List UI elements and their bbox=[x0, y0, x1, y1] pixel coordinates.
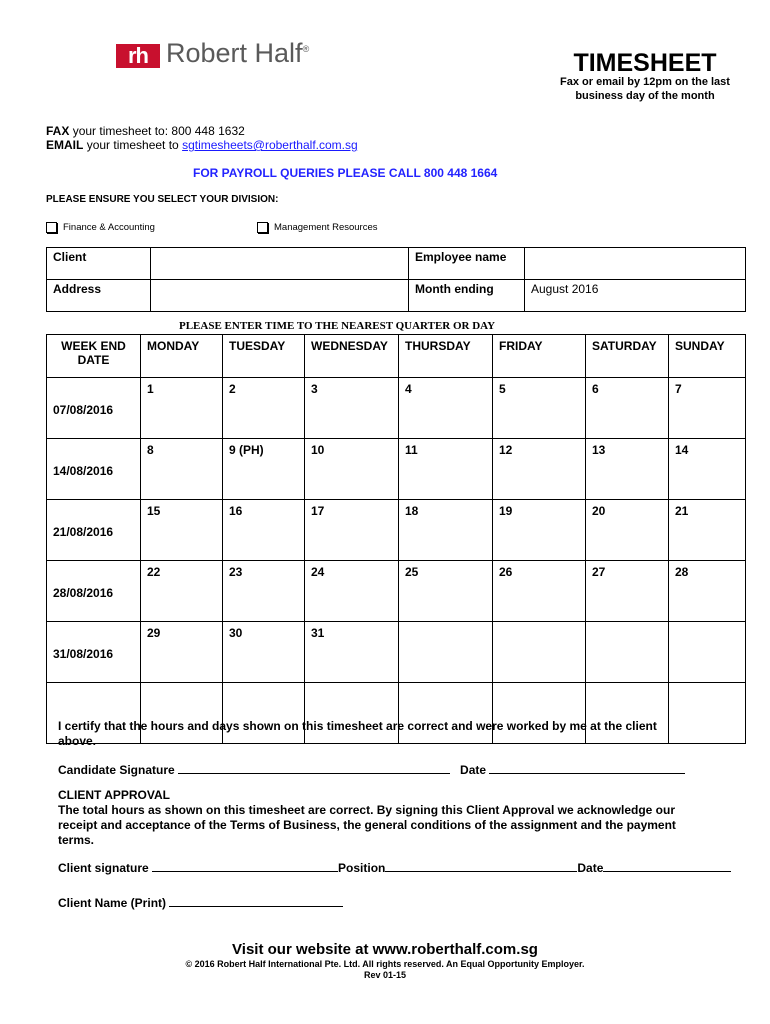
employee-name-field[interactable] bbox=[525, 248, 746, 280]
day-cell[interactable]: 20 bbox=[586, 500, 669, 561]
day-cell[interactable]: 31 bbox=[305, 622, 399, 683]
client-approval-heading: CLIENT APPROVAL bbox=[58, 788, 171, 802]
header-thursday: THURSDAY bbox=[399, 335, 493, 378]
day-cell[interactable]: 27 bbox=[586, 561, 669, 622]
client-field[interactable] bbox=[151, 248, 409, 280]
day-cell[interactable]: 19 bbox=[493, 500, 586, 561]
website-link[interactable]: Visit our website at www.roberthalf.com.sg bbox=[232, 941, 538, 958]
checkbox-icon[interactable] bbox=[46, 222, 57, 233]
day-cell[interactable]: 10 bbox=[305, 439, 399, 500]
division-option-management[interactable] bbox=[257, 222, 378, 233]
fax-line bbox=[46, 124, 358, 138]
day-cell[interactable]: 24 bbox=[305, 561, 399, 622]
email-label: EMAIL bbox=[46, 138, 84, 152]
table-row bbox=[47, 439, 746, 500]
client-signature-line bbox=[58, 859, 731, 875]
week-end-date: 14/08/2016 bbox=[47, 439, 141, 500]
day-cell[interactable]: 13 bbox=[586, 439, 669, 500]
division-option-label: Management Resources bbox=[274, 222, 378, 233]
address-field[interactable] bbox=[151, 280, 409, 312]
day-cell[interactable]: 12 bbox=[493, 439, 586, 500]
week-end-date: 21/08/2016 bbox=[47, 500, 141, 561]
robert-half-logo-text bbox=[166, 38, 309, 69]
fax-label: FAX bbox=[46, 124, 70, 138]
week-end-date: 07/08/2016 bbox=[47, 378, 141, 439]
header-week-end-date: WEEK END DATE bbox=[47, 335, 141, 378]
client-name-field[interactable] bbox=[169, 894, 343, 907]
day-cell[interactable]: 21 bbox=[669, 500, 746, 561]
email-text: your timesheet to bbox=[86, 138, 179, 152]
day-cell[interactable]: 8 bbox=[141, 439, 223, 500]
table-row bbox=[47, 500, 746, 561]
day-cell[interactable]: 23 bbox=[223, 561, 305, 622]
day-cell[interactable]: 5 bbox=[493, 378, 586, 439]
day-cell[interactable] bbox=[669, 622, 746, 683]
payroll-queries-note: FOR PAYROLL QUERIES PLEASE CALL 800 448 1664 bbox=[193, 166, 498, 180]
fax-text: your timesheet to: 800 448 1632 bbox=[72, 124, 245, 138]
header-sunday: SUNDAY bbox=[669, 335, 746, 378]
candidate-signature-line bbox=[58, 761, 685, 777]
email-link[interactable]: sgtimesheets@roberthalf.com.sg bbox=[182, 138, 358, 152]
day-cell[interactable] bbox=[586, 622, 669, 683]
header-friday: FRIDAY bbox=[493, 335, 586, 378]
trademark-symbol: ® bbox=[302, 44, 310, 54]
candidate-date-label: Date bbox=[460, 763, 487, 777]
day-cell[interactable]: 30 bbox=[223, 622, 305, 683]
grid-header-row bbox=[47, 335, 746, 378]
day-cell[interactable]: 17 bbox=[305, 500, 399, 561]
day-cell[interactable]: 14 bbox=[669, 439, 746, 500]
candidate-signature-field[interactable] bbox=[178, 761, 450, 774]
copyright-text: © 2016 Robert Half International Pte. Ltd. All rights reserved. An Equal Opportunity Employer. bbox=[185, 959, 585, 969]
robert-half-logo-mark: rh bbox=[116, 44, 160, 68]
client-approval-block bbox=[58, 788, 698, 848]
day-cell[interactable] bbox=[399, 622, 493, 683]
client-date-field[interactable] bbox=[603, 859, 731, 872]
day-cell[interactable]: 25 bbox=[399, 561, 493, 622]
client-approval-text: The total hours as shown on this timesheet are correct. By signing this Client Approval we acknowledge our receipt and acceptance of the Terms of Business, the general conditions of the assignment and the payment terms. bbox=[58, 803, 676, 847]
day-cell[interactable]: 26 bbox=[493, 561, 586, 622]
employee-name-label: Employee name bbox=[409, 248, 525, 280]
address-label: Address bbox=[47, 280, 151, 312]
timesheet-grid bbox=[46, 334, 746, 744]
table-row bbox=[47, 378, 746, 439]
month-ending-field[interactable]: August 2016 bbox=[525, 280, 746, 312]
day-cell[interactable]: 4 bbox=[399, 378, 493, 439]
header-tuesday: TUESDAY bbox=[223, 335, 305, 378]
division-option-finance[interactable] bbox=[46, 222, 155, 233]
day-cell[interactable]: 15 bbox=[141, 500, 223, 561]
division-prompt: PLEASE ENSURE YOU SELECT YOUR DIVISION: bbox=[46, 194, 279, 205]
header-monday: MONDAY bbox=[141, 335, 223, 378]
header-saturday: SATURDAY bbox=[586, 335, 669, 378]
checkbox-icon[interactable] bbox=[257, 222, 268, 233]
day-cell[interactable]: 3 bbox=[305, 378, 399, 439]
day-cell[interactable]: 18 bbox=[399, 500, 493, 561]
revision-text: Rev 01-15 bbox=[363, 970, 407, 980]
day-cell[interactable]: 11 bbox=[399, 439, 493, 500]
client-date-label: Date bbox=[577, 861, 604, 875]
client-signature-field[interactable] bbox=[152, 859, 338, 872]
client-info-table bbox=[46, 247, 746, 312]
page-title: TIMESHEET bbox=[573, 49, 717, 77]
division-option-label: Finance & Accounting bbox=[63, 222, 155, 233]
day-cell[interactable]: 1 bbox=[141, 378, 223, 439]
day-cell[interactable]: 22 bbox=[141, 561, 223, 622]
position-label: Position bbox=[338, 861, 386, 875]
email-line bbox=[46, 138, 358, 152]
client-name-label: Client Name (Print) bbox=[58, 896, 167, 910]
candidate-date-field[interactable] bbox=[489, 761, 685, 774]
certification-text: I certify that the hours and days shown on this timesheet are correct and were worked by me at the client above. bbox=[58, 719, 657, 748]
time-instruction: PLEASE ENTER TIME TO THE NEAREST QUARTER OR DAY bbox=[179, 320, 496, 332]
client-label: Client bbox=[47, 248, 151, 280]
day-cell[interactable]: 2 bbox=[223, 378, 305, 439]
client-signature-label: Client signature bbox=[58, 861, 149, 875]
day-cell[interactable]: 28 bbox=[669, 561, 746, 622]
client-name-line bbox=[58, 894, 343, 910]
week-end-date: 31/08/2016 bbox=[47, 622, 141, 683]
deadline-note: Fax or email by 12pm on the last business day of the month bbox=[560, 76, 730, 102]
day-cell[interactable]: 16 bbox=[223, 500, 305, 561]
contact-block bbox=[46, 124, 358, 152]
month-ending-label: Month ending bbox=[409, 280, 525, 312]
table-row bbox=[47, 622, 746, 683]
day-cell[interactable]: 6 bbox=[586, 378, 669, 439]
day-cell[interactable]: 7 bbox=[669, 378, 746, 439]
table-row bbox=[47, 561, 746, 622]
day-cell[interactable] bbox=[493, 622, 586, 683]
week-end-date: 28/08/2016 bbox=[47, 561, 141, 622]
candidate-signature-label: Candidate Signature bbox=[58, 763, 175, 777]
header-wednesday: WEDNESDAY bbox=[305, 335, 399, 378]
day-cell[interactable]: 9 (PH) bbox=[223, 439, 305, 500]
position-field[interactable] bbox=[385, 859, 577, 872]
brand-name: Robert Half bbox=[166, 38, 303, 68]
day-cell[interactable]: 29 bbox=[141, 622, 223, 683]
